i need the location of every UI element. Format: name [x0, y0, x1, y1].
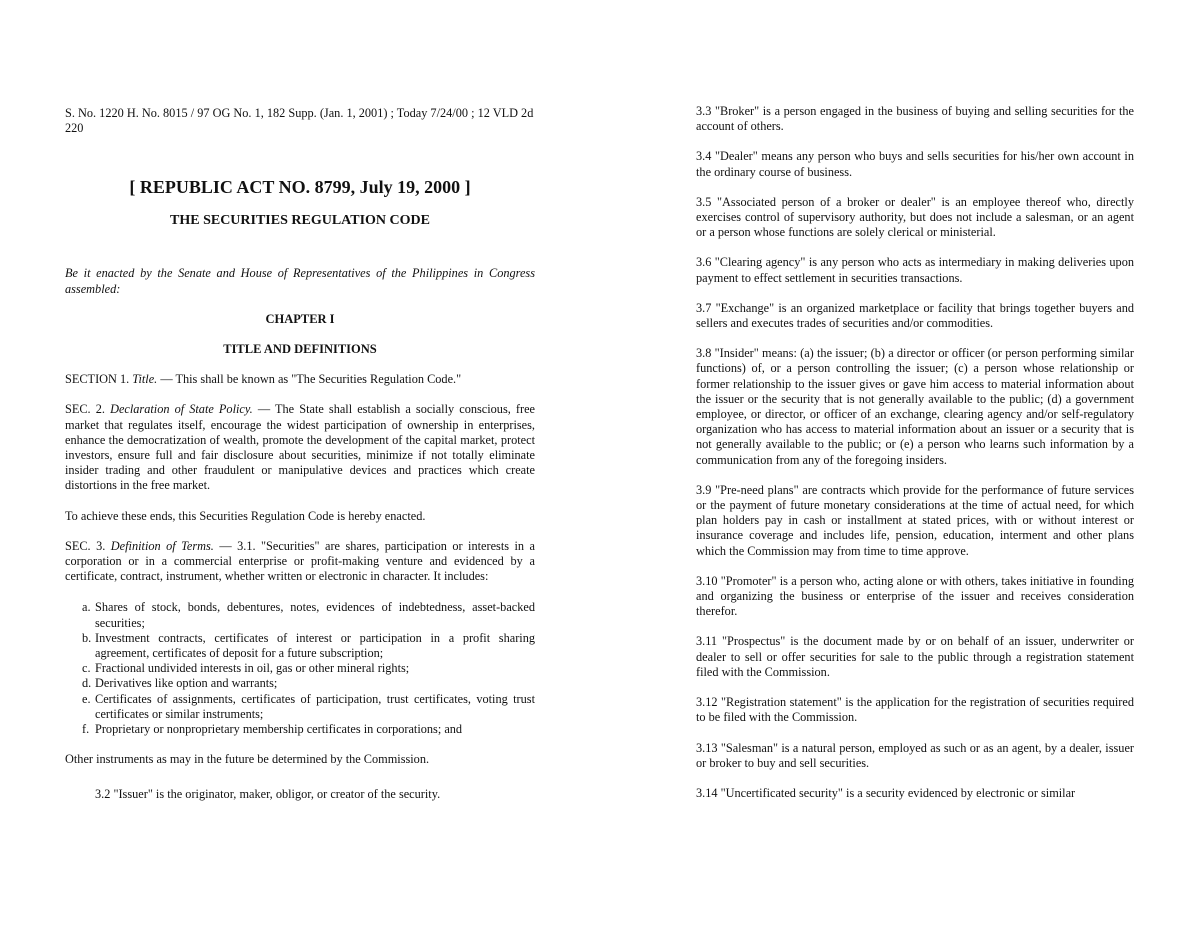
section-2-text: — The State shall establish a socially conscious, free market that regulates itself, encourage the widest participation of ownership in enterprises, enhance the democratization of wealth, promote the development of the capital market, protect investors, ensure full and fair disclosure about securities, minimize if not totally eliminate insider trading and other fraudulent or manipulative devices and practices which create distortions in the free market.: [65, 402, 536, 493]
section-2-heading: Declaration of State Policy.: [110, 402, 253, 417]
chapter-title: TITLE AND DEFINITIONS: [223, 342, 377, 357]
preamble: Be it enacted by the Senate and House of Representatives of the Philippines in Congress assembled:: [65, 266, 535, 296]
section-2-label: SEC. 2.: [65, 402, 105, 417]
definition-3-6: 3.6 "Clearing agency" is any person who acts as intermediary in making deliveries upon payment to effect settlement in securities transactions.: [696, 255, 1134, 285]
section-2: [65, 402, 535, 493]
section-3-text: — 3.1. "Securities" are shares, participation or interests in a corporation or in a commercial enterprise or profit-making venture and evidenced by a certificate, contract, instrument, whether written or electronic in character. It includes:: [65, 538, 535, 584]
left-column: [65, 106, 535, 803]
citation: S. No. 1220 H. No. 8015 / 97 OG No. 1, 182 Supp. (Jan. 1, 2001) ; Today 7/24/00 ; 12 VLD 2d 220: [65, 106, 534, 136]
right-column: [696, 104, 1134, 801]
definition-3-7: 3.7 "Exchange" is an organized marketplace or facility that brings together buyers and sellers and executes trades of securities and/or commodities.: [696, 300, 1134, 331]
list-item: e. Certificates of assignments, certificates of participation, trust certificates, voting trust certificates or similar instruments;: [82, 691, 535, 721]
definition-3-4: 3.4 "Dealer" means any person who buys and sells securities for his/her own account in the ordinary course of business.: [696, 149, 1134, 179]
list-item: d. Derivatives like option and warrants;: [82, 676, 278, 691]
securities-list: [65, 600, 535, 737]
enactment-clause: To achieve these ends, this Securities Regulation Code is hereby enacted.: [65, 508, 426, 523]
list-item: a. Shares of stock, bonds, debentures, notes, evidences of indebtedness, asset-backed securities;: [82, 600, 535, 630]
definition-3-11: 3.11 "Prospectus" is the document made by or on behalf of an issuer, underwriter or dealer to sell or offer securities for sale to the public through a registration statement filed with the Commission.: [696, 634, 1134, 679]
definition-3-3: 3.3 "Broker" is a person engaged in the business of buying and selling securities for the account of others.: [696, 104, 1134, 134]
act-title: [ REPUBLIC ACT NO. 8799, July 19, 2000 ]: [129, 177, 471, 198]
definition-3-10: 3.10 "Promoter" is a person who, acting alone or with others, takes initiative in founding and organizing the business or enterprise of the issuer and receives consideration therefor.: [696, 573, 1134, 619]
section-1-label: SECTION 1.: [65, 372, 130, 387]
definition-3-14: 3.14 "Uncertificated security" is a security evidenced by electronic or similar: [696, 785, 1076, 800]
definition-3-9: 3.9 "Pre-need plans" are contracts which provide for the performance of future services or the payment of future monetary considerations at the time of actual need, for which plan holders pay in cash or installment at stated prices, with or without interest or insurance coverage and includes life, pension, education, interment and other plans which the Commission may from time to time approve.: [696, 482, 1134, 558]
section-3: [65, 539, 535, 585]
definition-3-13: 3.13 "Salesman" is a natural person, employed as such or as an agent, by a dealer, issuer or broker to buy and sell securities.: [696, 740, 1134, 770]
section-3-label: SEC. 3.: [65, 538, 106, 553]
section-1: [65, 372, 535, 387]
list-item: c. Fractional undivided interests in oil, gas or other mineral rights;: [82, 661, 410, 676]
definition-3-12: 3.12 "Registration statement" is the application for the registration of securities required to be filed with the Commission.: [696, 695, 1134, 725]
code-title: THE SECURITIES REGULATION CODE: [170, 213, 430, 229]
section-1-heading: Title.: [132, 372, 158, 387]
definition-3-5: 3.5 "Associated person of a broker or dealer" is an employee thereof who, directly exercises control of supervisory authority, but does not include a salesman, or an agent or a person whose functions are solely clerical or ministerial.: [696, 194, 1134, 240]
section-3-heading: Definition of Terms.: [110, 538, 214, 553]
list-item: b. Investment contracts, certificates of interest or participation in a profit sharing agreement, certificates of deposit for a future subscription;: [82, 630, 535, 661]
definition-3-2: 3.2 "Issuer" is the originator, maker, obligor, or creator of the security.: [95, 787, 441, 802]
list-item: f. Proprietary or nonproprietary membership certificates in corporations; and: [82, 722, 463, 737]
section-1-text: — This shall be known as "The Securities Regulation Code.": [160, 372, 462, 387]
definition-3-8: 3.8 "Insider" means: (a) the issuer; (b) a director or officer (or person performing similar functions) of, or a person controlling the issuer; (c) a person whose relationship or former relationship to the issuer gives or gave him access to material information about the issuer or the security that is not generally available to the public; (d) a government employee, or director, or officer of an exchange, clearing agency and/or self-regulatory organization who has access to material information about an issuer or a security that is not generally available to the public; or (e) a person who learns such information by a communication from any of the foregoing insiders.: [696, 346, 1134, 467]
other-instruments: Other instruments as may in the future be determined by the Commission.: [65, 752, 430, 767]
chapter-heading: CHAPTER I: [265, 311, 335, 326]
